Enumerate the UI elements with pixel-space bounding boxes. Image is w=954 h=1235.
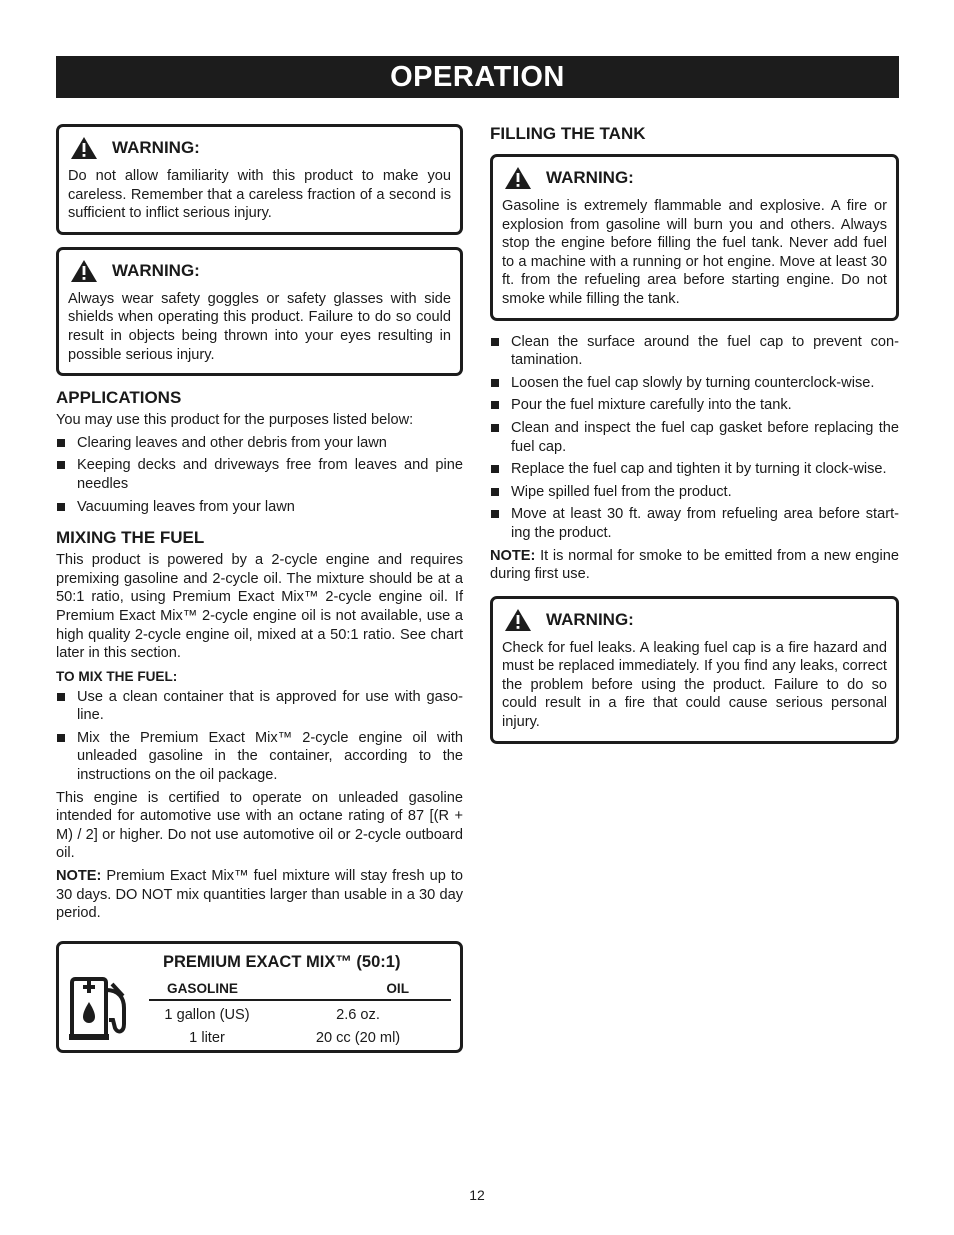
warning-triangle-icon — [504, 166, 532, 190]
warning-box-eye-protection — [56, 247, 463, 376]
mixing-paragraph: This product is powered by a 2-cycle engine and requires premixing gasoline and 2-cycle oil. The mixture should be at a 50:1 ratio, using Premium Exact Mix™ 2-cycle engine oil. If Premium Exact Mix™ 2-cycle engine oil is not available, use a high quality 2-cycle engine oil, mixed at a 50:1 ratio. See chart later in this section. — [56, 552, 463, 662]
table-header-row — [149, 979, 451, 1001]
list-item: Pour the fuel mixture carefully into the tank. — [490, 396, 899, 415]
warning-text: Gasoline is extremely flammable and explosive. A fire or explosion from gasoline will burn you and others. Always stop the engine before filling the fuel tank. Never add fuel to a machine with a running or hot engine. Move at least 30 ft. from the refueling area before starting engine. Do not smoke while filling the tank. — [502, 198, 887, 307]
list-item: Clean the surface around the fuel cap to prevent con-tamination. — [490, 333, 899, 370]
warning-title: WARNING: — [546, 609, 634, 629]
note-label: NOTE: — [56, 868, 102, 885]
mixing-heading: MIXING THE FUEL — [56, 528, 205, 548]
oil-cell: 20 cc (20 ml) — [315, 1030, 401, 1047]
table-row — [149, 1026, 451, 1050]
warning-title: WARNING: — [112, 260, 200, 280]
warning-box-fuel-leaks — [490, 596, 899, 744]
mixing-subheading: TO MIX THE FUEL: — [56, 668, 178, 684]
list-item: Vacuuming leaves from your lawn — [56, 498, 463, 517]
list-item: Clean and inspect the fuel cap gasket before replacing the fuel cap. — [490, 419, 899, 456]
table-row — [149, 1003, 451, 1027]
smoke-note — [490, 547, 899, 584]
left-column — [56, 124, 463, 1053]
oil-cell: 2.6 oz. — [336, 1006, 380, 1023]
list-item: Move at least 30 ft. away from refueling area before start-ing the product. — [490, 505, 899, 542]
list-item: Wipe spilled fuel from the product. — [490, 483, 899, 502]
warning-title: WARNING: — [546, 168, 634, 187]
right-column — [490, 124, 899, 756]
warning-triangle-icon — [70, 136, 98, 160]
column-header-gasoline: GASOLINE — [167, 981, 238, 997]
warning-triangle-icon — [70, 259, 98, 283]
fuel-mix-chart — [56, 941, 463, 1053]
gasoline-cell: 1 gallon (US) — [164, 1006, 250, 1023]
filling-steps-list — [490, 333, 899, 543]
column-header-oil: OIL — [386, 981, 409, 997]
note-text: It is normal for smoke to be emitted from a new engine during first use. — [490, 547, 899, 583]
list-item: Clearing leaves and other debris from your lawn — [56, 434, 463, 453]
warning-box-familiarity — [56, 124, 463, 235]
warning-text: Check for fuel leaks. A leaking fuel cap is a fire hazard and must be replaced immediately. If you find any leaks, correct the problem before using the product. Failure to do so could result in a fire that could cause serious personal injury. — [502, 639, 887, 731]
mix-note — [56, 867, 463, 923]
warning-text: Always wear safety goggles or safety glasses with side shields when operating this product. Failure to do so could result in objects being thrown into your eyes resulting in possible serious injury. — [68, 290, 451, 363]
mix-table — [149, 979, 451, 1050]
fuel-pump-icon — [69, 976, 131, 1042]
applications-list — [56, 434, 463, 516]
list-item: Keeping decks and driveways free from leaves and pine needles — [56, 456, 463, 493]
octane-paragraph: This engine is certified to operate on unleaded gasoline intended for automotive use with an octane rating of 87 [(R + M) / 2] or higher. Do not use automotive oil or 2-cycle outboard oil. — [56, 789, 463, 862]
applications-heading: APPLICATIONS — [56, 388, 182, 408]
warning-triangle-icon — [504, 608, 532, 632]
mixing-steps-list — [56, 688, 463, 785]
page-title: OPERATION — [56, 56, 899, 98]
page-number: 12 — [469, 1187, 485, 1203]
list-item: Use a clean container that is approved for use with gaso-line. — [56, 688, 463, 725]
warning-title: WARNING: — [112, 138, 200, 157]
warning-box-gasoline — [490, 154, 899, 321]
mix-chart-title: PREMIUM EXACT MIX™ (50:1) — [163, 952, 401, 971]
list-item: Replace the fuel cap and tighten it by turning it clock-wise. — [490, 460, 899, 479]
list-item: Mix the Premium Exact Mix™ 2-cycle engine oil with unleaded gasoline in the container, according to the instructions on the oil package. — [56, 729, 463, 785]
gasoline-cell: 1 liter — [189, 1030, 225, 1047]
note-label: NOTE: — [490, 547, 536, 564]
note-text: Premium Exact Mix™ fuel mixture will stay fresh up to 30 days. DO NOT mix quantities larger than usable in a 30 day period. — [56, 868, 463, 922]
warning-text: Do not allow familiarity with this product to make you careless. Remember that a careless fraction of a second is sufficient to inflict serious injury. — [68, 168, 451, 222]
list-item: Loosen the fuel cap slowly by turning counterclock-wise. — [490, 374, 899, 393]
applications-intro: You may use this product for the purposes listed below: — [56, 412, 414, 429]
filling-heading: FILLING THE TANK — [490, 124, 646, 143]
